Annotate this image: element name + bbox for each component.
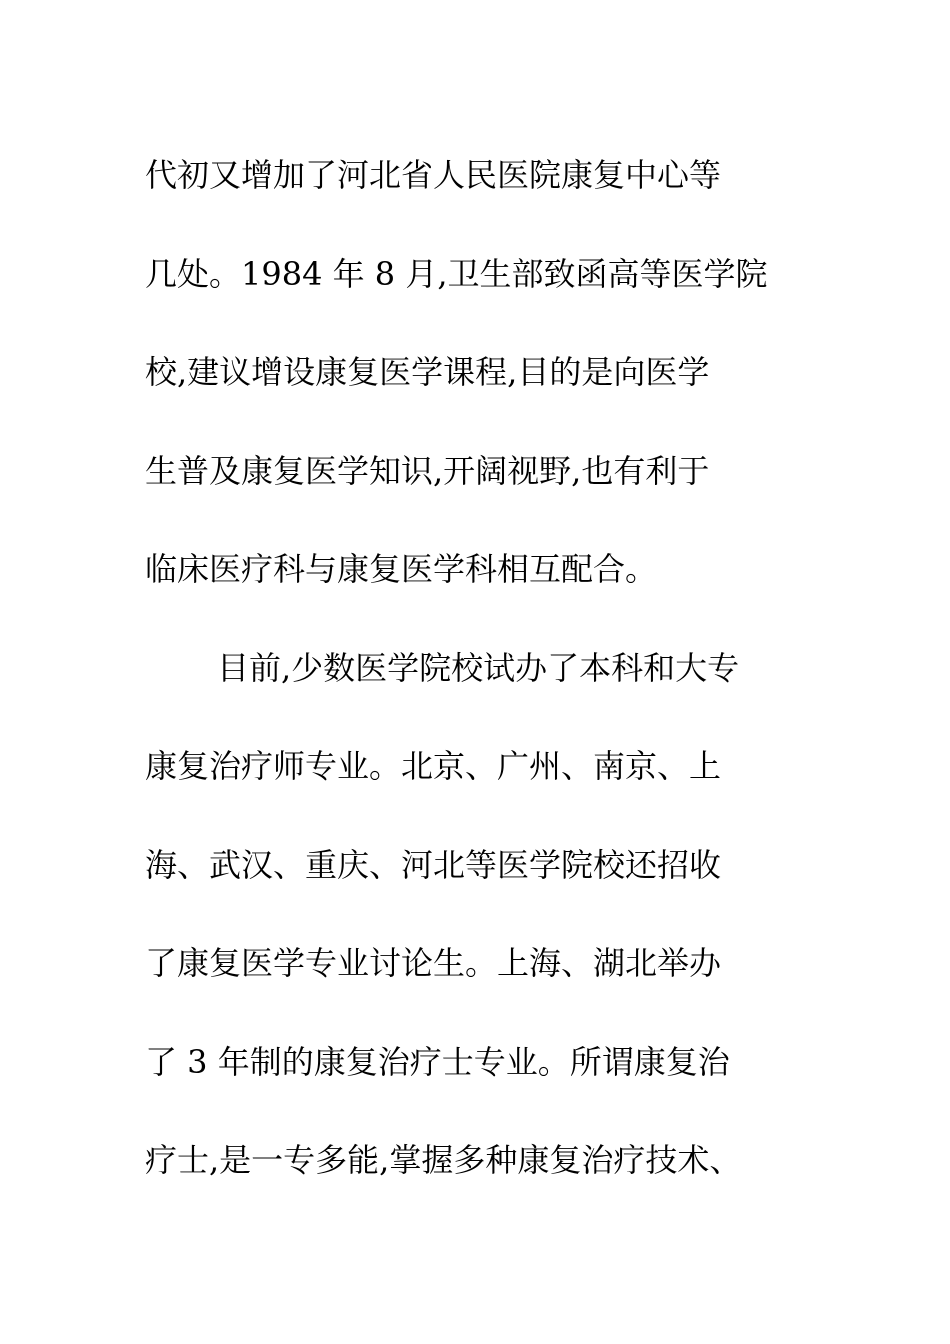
- body-text: [145, 126, 825, 1210]
- text-line: 康复治疗师专业。北京、广州、南京、上: [145, 747, 722, 785]
- text-line: 校,建议增设康复医学课程,目的是向医学: [145, 353, 710, 391]
- text-line: 生普及康复医学知识,开阔视野,也有利于: [145, 451, 710, 490]
- text-line: 疗士,是一专多能,掌握多种康复治疗技术、: [145, 1141, 742, 1179]
- text-line: 了 3 年制的康复治疗士专业。所谓康复治: [145, 1042, 730, 1081]
- text-line: 几处。1984 年 8 月,卫生部致函高等医学院: [145, 254, 768, 293]
- text-line: 临床医疗科与康复医学科相互配合。: [145, 550, 658, 588]
- text-line: 了康复医学专业讨论生。上海、湖北举办: [145, 944, 722, 982]
- paragraph-start-line: 目前,少数医学院校试办了本科和大专: [217, 648, 740, 687]
- text-line: 海、武汉、重庆、河北等医学院校还招收: [145, 845, 722, 884]
- text-line: 代初又增加了河北省人民医院康复中心等: [145, 156, 722, 194]
